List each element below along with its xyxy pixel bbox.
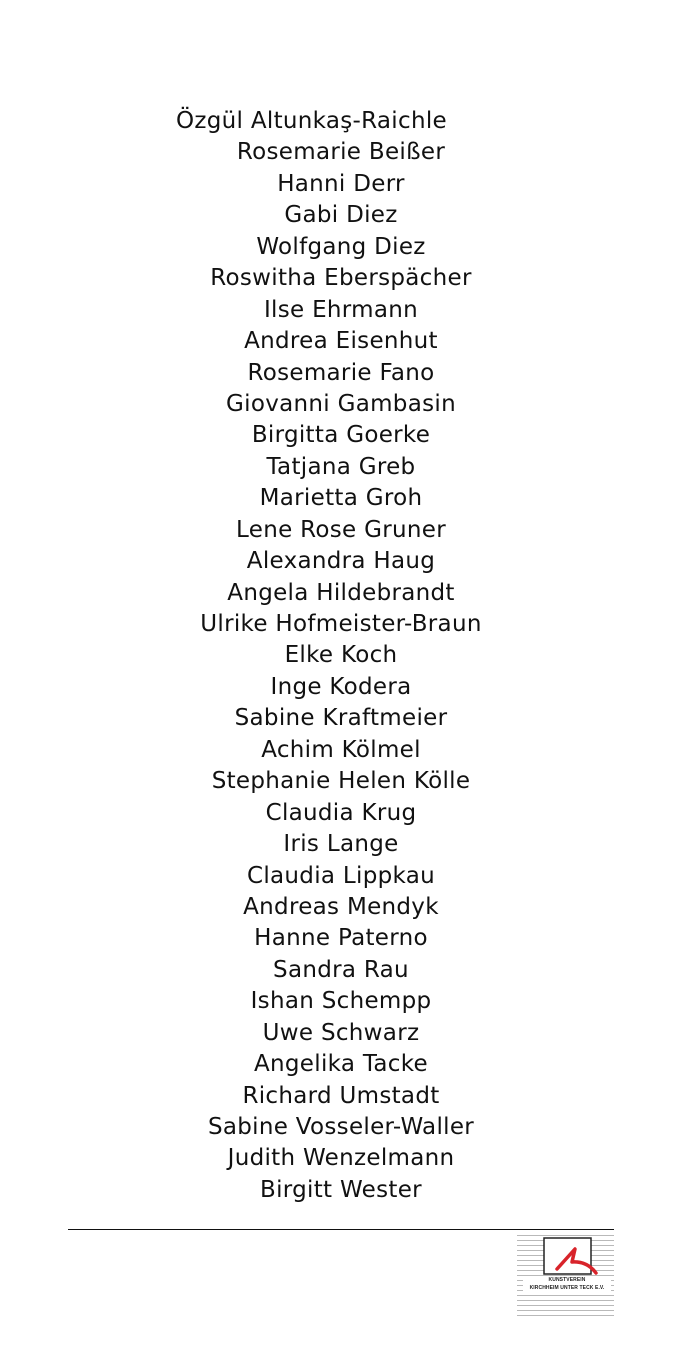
- member-name: Giovanni Gambasin: [226, 390, 456, 417]
- member-name: Tatjana Greb: [266, 453, 416, 480]
- member-name: Ulrike Hofmeister-Braun: [200, 611, 482, 637]
- logo-mark-icon: [517, 1231, 614, 1316]
- member-name: Lene Rose Gruner: [236, 516, 446, 543]
- member-name: Angelika Tacke: [254, 1051, 428, 1078]
- member-name: Roswitha Eberspächer: [210, 265, 472, 292]
- member-name: Ilse Ehrmann: [263, 296, 419, 323]
- member-name: Sabine Vosseler-Waller: [207, 1114, 475, 1140]
- member-name: Sandra Rau: [273, 956, 409, 983]
- member-name: Hanne Paterno: [254, 925, 428, 952]
- member-name: Gabi Diez: [284, 202, 398, 229]
- member-name: Angela Hildebrandt: [227, 579, 455, 606]
- member-name: Alexandra Haug: [246, 548, 436, 575]
- member-name: Birgitta Goerke: [251, 422, 431, 449]
- member-name: Sabine Kraftmeier: [234, 705, 448, 732]
- member-name: Judith Wenzelmann: [227, 1145, 455, 1172]
- member-name: Andrea Eisenhut: [244, 328, 438, 355]
- member-name: Inge Kodera: [270, 673, 412, 700]
- member-name: Stephanie Helen Kölle: [211, 768, 471, 795]
- member-name: Marietta Groh: [259, 485, 423, 512]
- member-name: Uwe Schwarz: [262, 1019, 420, 1046]
- member-name: Claudia Lippkau: [246, 862, 435, 889]
- logo-text-line2: KIRCHHEIM UNTER TECK E.V.: [523, 1285, 611, 1291]
- member-name: Achim Kölmel: [261, 736, 421, 763]
- member-name: Ishan Schempp: [250, 988, 432, 1015]
- member-names-list: [0, 106, 682, 1206]
- member-name: Richard Umstadt: [242, 1082, 440, 1109]
- member-name: Andreas Mendyk: [243, 893, 439, 920]
- member-name: Rosemarie Beißer: [236, 139, 446, 166]
- kunstverein-logo: [517, 1231, 614, 1316]
- member-name: Elke Koch: [284, 642, 398, 669]
- member-name: Wolfgang Diez: [256, 233, 426, 260]
- footer-divider: [68, 1229, 614, 1230]
- member-name: Birgitt Wester: [260, 1176, 422, 1203]
- logo-text-line1: KUNSTVEREIN: [523, 1277, 611, 1283]
- member-name: Rosemarie Fano: [247, 359, 435, 386]
- member-name: Claudia Krug: [265, 799, 417, 826]
- member-name: Hanni Derr: [277, 170, 405, 197]
- member-name: Iris Lange: [283, 831, 399, 858]
- member-name: Özgül Altunkaş-Raichle: [176, 108, 447, 134]
